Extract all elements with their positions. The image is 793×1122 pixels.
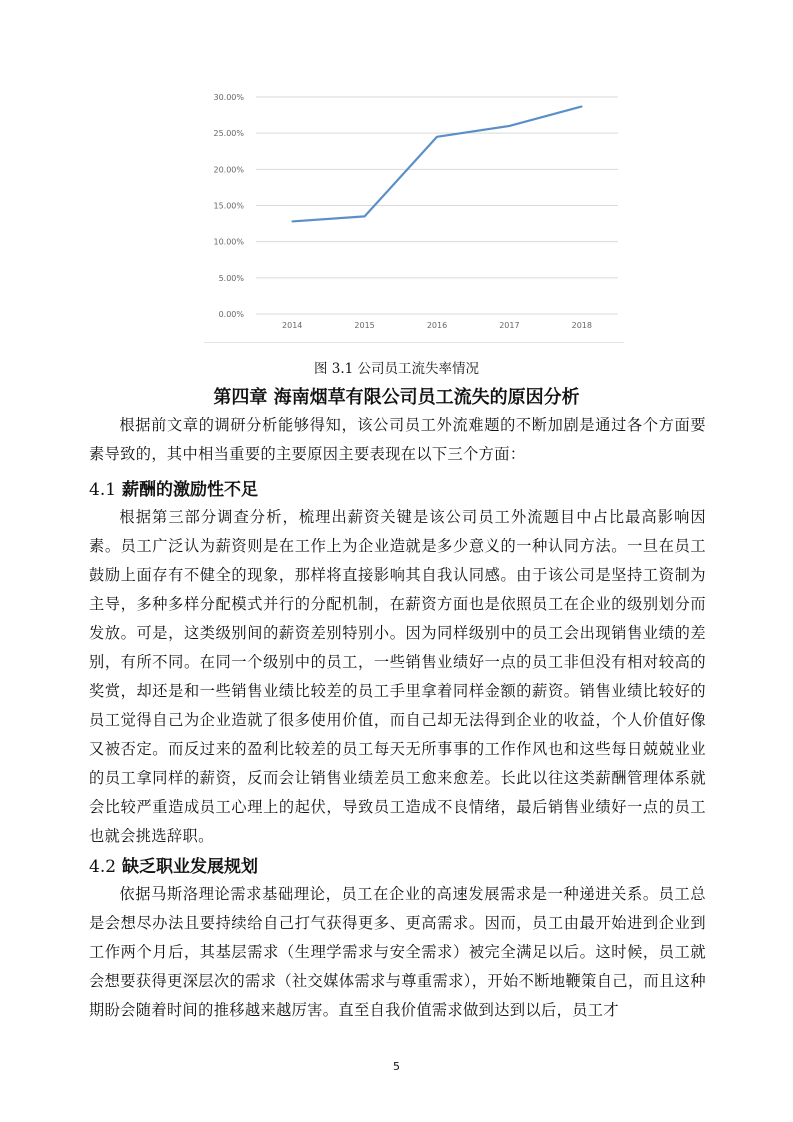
- section-4-1-body: 根据第三部分调查分析，梳理出薪资关键是该公司员工外流题目中占比最高影响因素。员工广泛认为薪资则是在工作上为企业造就是多少意义的一种认同方法。一旦在员工鼓励上面存有不健全的现象，那样将直接影响其自我认同感。由于该公司是坚持工资制为主导，多种多样分配模式并行的分配机制，在薪资方面也是依照员工在企业的级别划分而发放。可是，这类级别间的薪资差别特别小。因为同样级别中的员工会出现销售业绩的差别，有所不同。在同一个级别中的员工，一些销售业绩好一点的员工非但没有相对较高的奖赏，却还是和一些销售业绩比较差的员工手里拿着同样金额的薪资。销售业绩比较好的员工觉得自己为企业造就了很多使用价值，而自己却无法得到企业的收益，个人价值好像又被否定。而反过来的盈利比较差的员工每天无所事事的工作作风也和这些每日兢兢业业的员工拿同样的薪资，反而会让销售业绩差员工愈来愈差。长此以往这类薪酬管理体系就会比较严重造成员工心理上的起伏，导致员工造成不良情绪，最后销售业绩好一点的员工也就会挑选辞职。: [89, 508, 706, 845]
- data-point: [581, 106, 583, 108]
- data-point: [436, 136, 438, 138]
- data-point: [291, 221, 293, 223]
- section-number: 4.2: [89, 857, 117, 877]
- x-tick-label: 2018: [571, 321, 592, 330]
- x-tick-label: 2015: [354, 321, 375, 330]
- data-point: [509, 125, 511, 127]
- y-tick-label: 20.00%: [213, 165, 244, 175]
- turnover-chart: [204, 86, 624, 343]
- y-tick-label: 0.00%: [218, 310, 244, 319]
- section-title: 缺乏职业发展规划: [122, 857, 259, 877]
- page-number: 5: [393, 1060, 400, 1073]
- section-4-2-body: 依据马斯洛理论需求基础理论，员工在企业的高速发展需求是一种递进关系。员工总是会想尽办法且要持续给自己打气获得更多、更高需求。因而，员工由最开始进到企业到工作两个月后，其基层需求（生理学需求与安全需求）被完全满足以后。这时候，员工就会想要获得更深层次的需求（社交媒体需求与尊重需求），开始不断地鞭策自己，而且这种期盼会随着时间的推移越来越厉害。直至自我价值需求做到达到以后，员工才: [89, 885, 706, 1019]
- section-number: 4.1: [89, 480, 117, 500]
- y-tick-label: 25.00%: [213, 129, 244, 139]
- x-tick-label: 2014: [282, 321, 303, 330]
- turnover-line-chart: [204, 86, 624, 342]
- section-heading-4-2: [89, 852, 258, 877]
- section-heading-4-1: [89, 475, 258, 500]
- data-point: [364, 216, 366, 218]
- series-line: [292, 106, 582, 221]
- section-title: 薪酬的激励性不足: [122, 480, 259, 500]
- y-tick-label: 5.00%: [218, 273, 244, 283]
- chapter-title: 第四章 海南烟草有限公司员工流失的原因分析: [213, 387, 580, 408]
- intro-paragraph: 根据前文章的调研分析能够得知，该公司员工外流难题的不断加剧是通过各个方面要素导致的，其中相当重要的主要原因主要表现在以下三个方面：: [89, 416, 706, 463]
- figure-caption: 图 3.1 公司员工流失率情况: [313, 361, 480, 377]
- y-tick-label: 10.00%: [213, 237, 244, 247]
- y-tick-label: 30.00%: [213, 93, 244, 102]
- y-tick-label: 15.00%: [213, 201, 244, 211]
- x-tick-label: 2016: [426, 321, 448, 330]
- x-tick-label: 2017: [499, 321, 520, 330]
